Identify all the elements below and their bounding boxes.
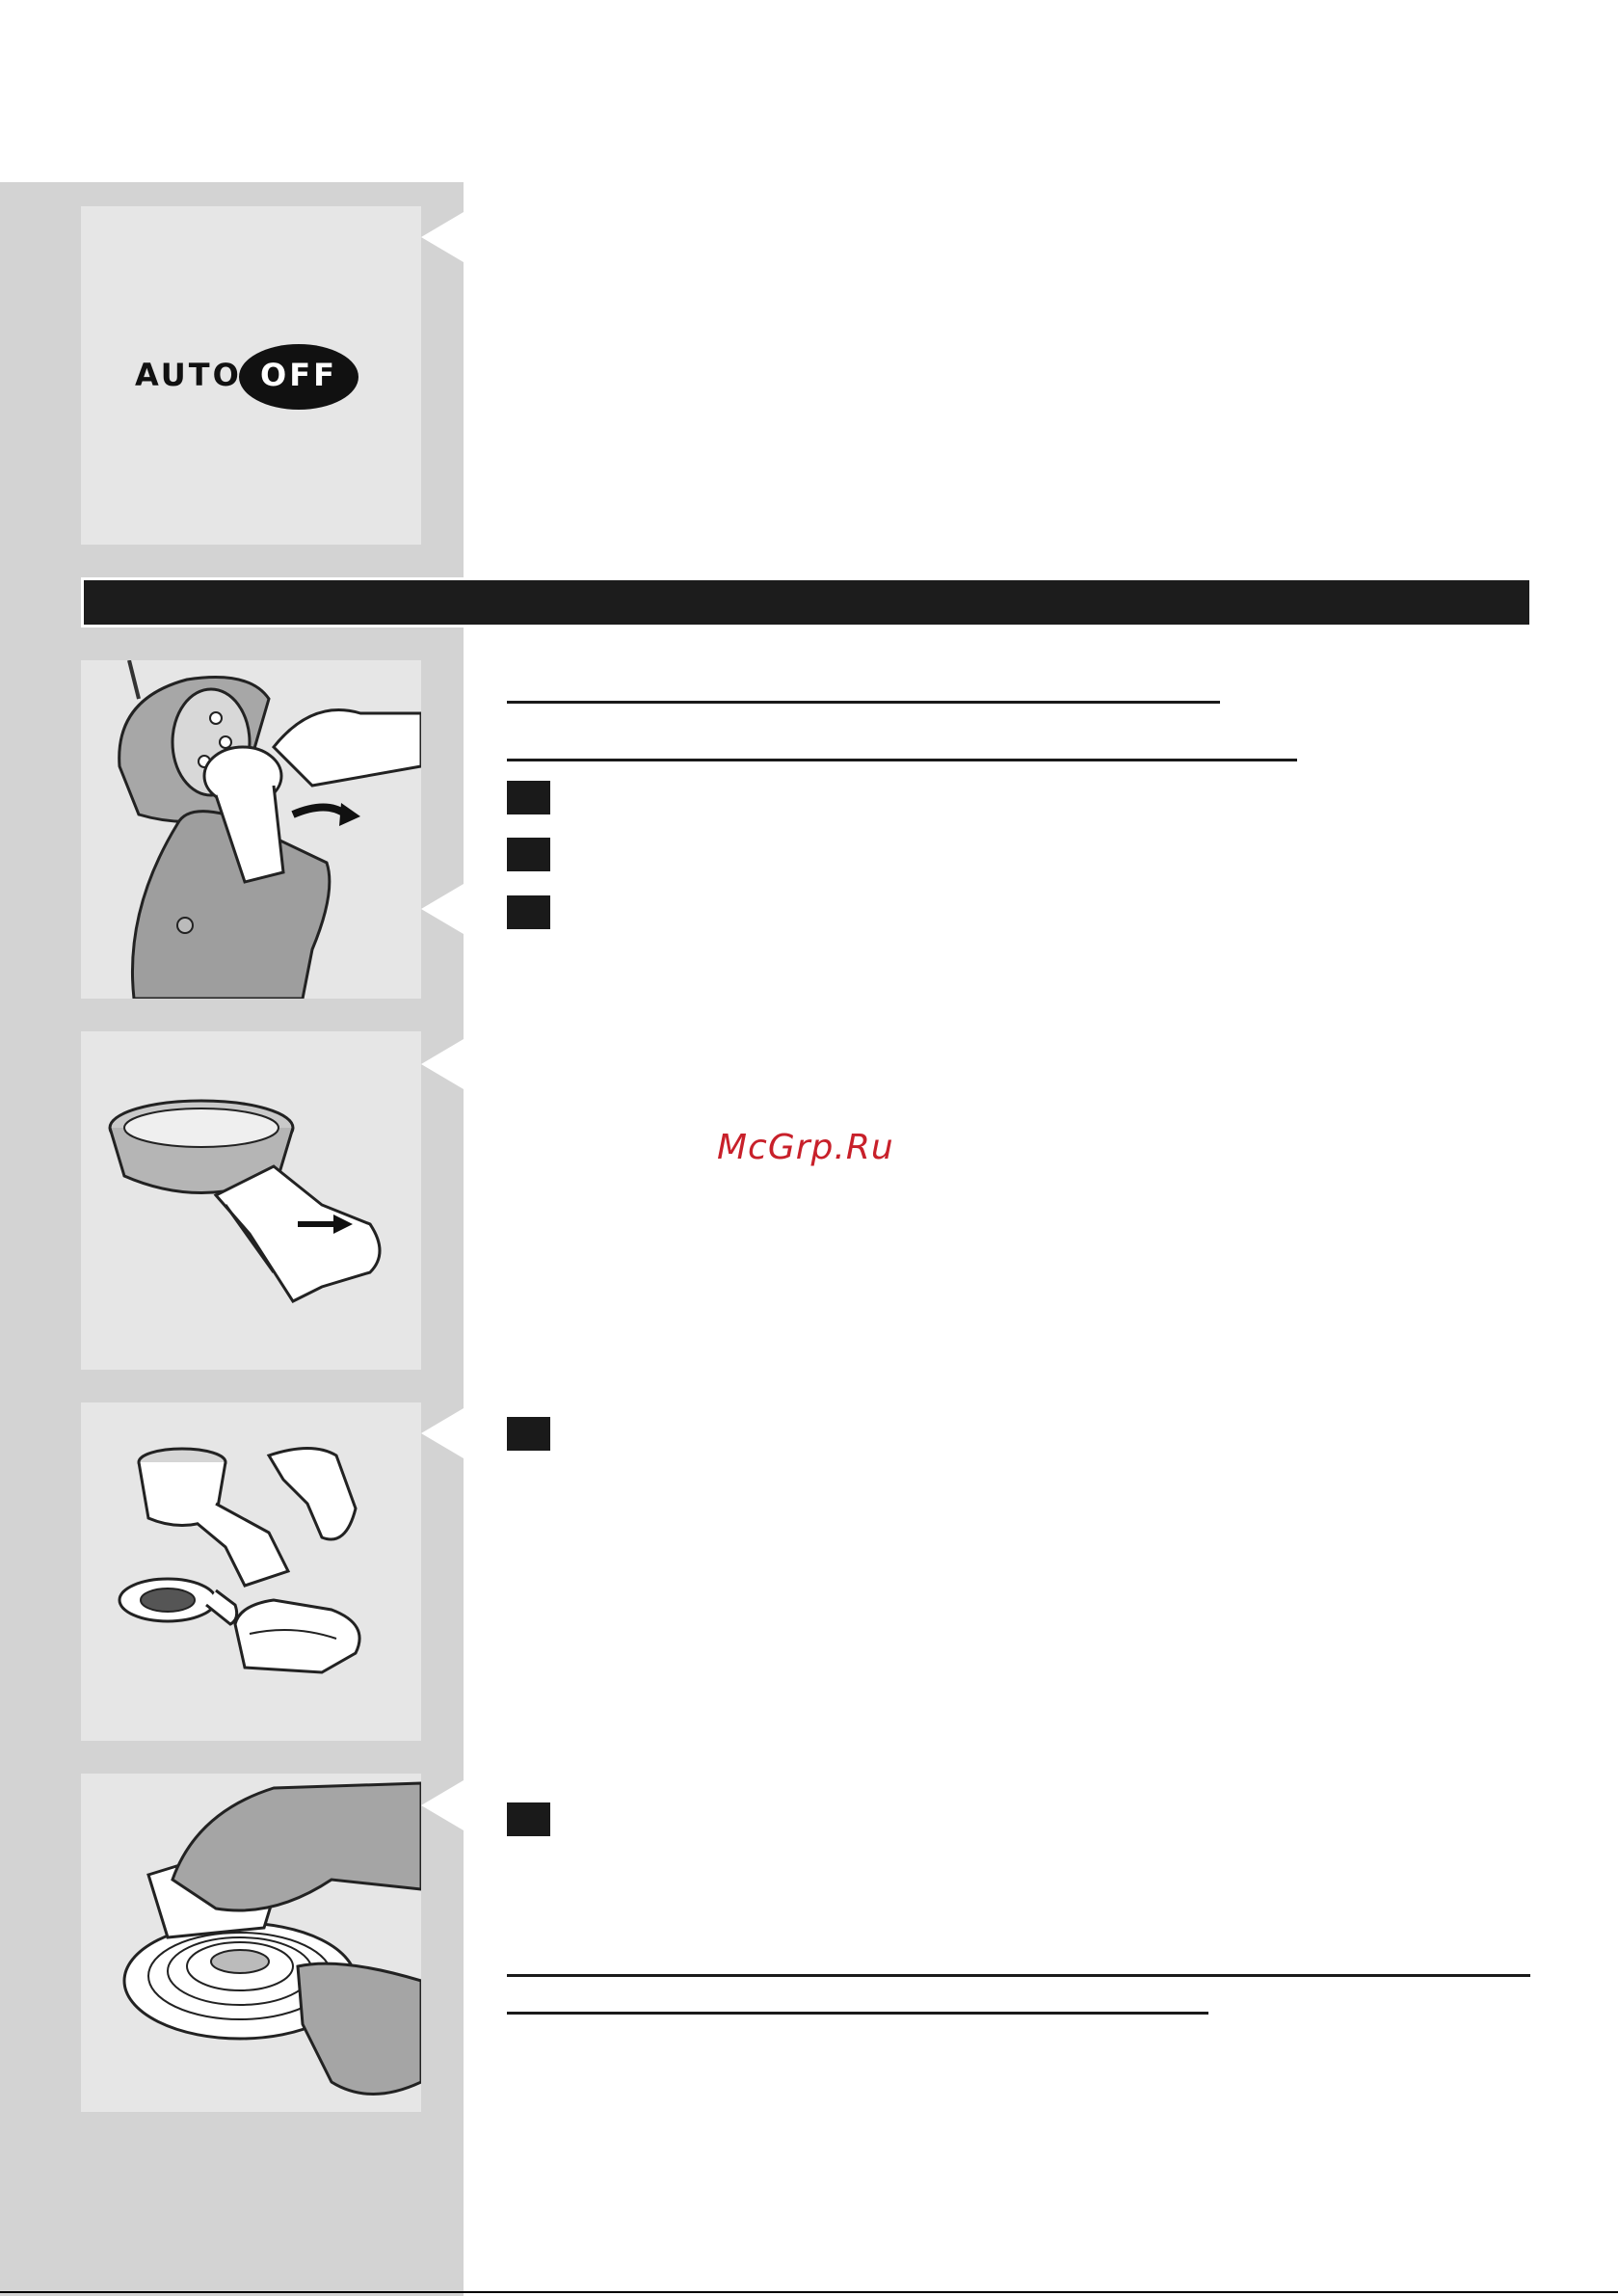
step-marker [507, 895, 550, 929]
remove-coffee-pod-holder-icon [81, 660, 421, 999]
step-marker [507, 1802, 550, 1836]
step-marker [507, 838, 550, 871]
illustration-panel-1 [81, 660, 421, 999]
watermark-text: McGrp.Ru [717, 1128, 894, 1167]
auto-off-panel [81, 206, 421, 545]
footer-line [0, 2291, 1618, 2293]
text-rule [507, 701, 1220, 704]
section-heading-bar [81, 577, 1532, 627]
illustration-panel-2 [81, 1031, 421, 1370]
illustration-panel-4 [81, 1774, 421, 2112]
text-rule [507, 759, 1297, 761]
step-marker [507, 1417, 550, 1451]
step-marker [507, 781, 550, 814]
text-rule [507, 2012, 1208, 2015]
clean-sieve-icon [81, 1774, 421, 2112]
text-rule [507, 1974, 1530, 1977]
illustration-panel-3 [81, 1402, 421, 1741]
off-label: OFF [260, 357, 337, 393]
auto-label: AUTO [135, 357, 242, 393]
remove-spout-icon [81, 1031, 421, 1370]
disassembled-parts-icon [81, 1402, 421, 1741]
auto-off-icon [81, 206, 421, 545]
